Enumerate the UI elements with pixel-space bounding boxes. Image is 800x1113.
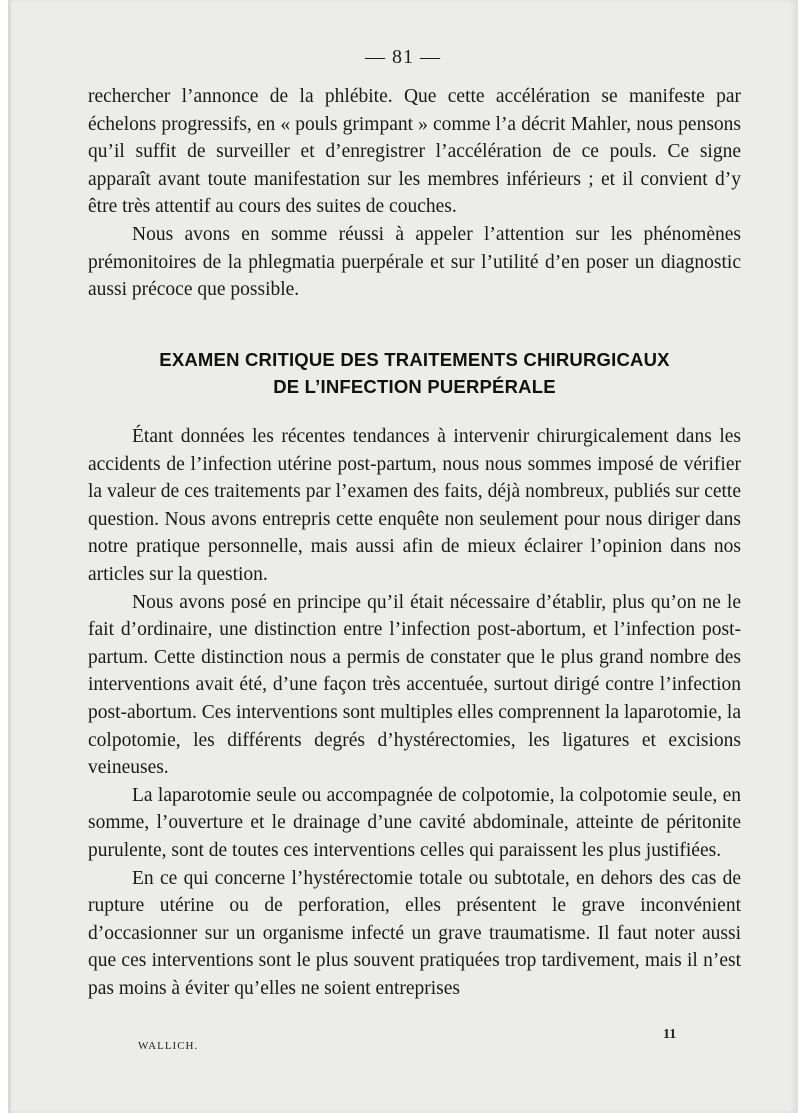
body-text-top [88,83,741,304]
footer-sheet-number: 11 [663,1027,677,1042]
paragraph: La laparotomie seule ou accompagnée de colpotomie, la colpotomie seule, en somme, l’ouverture et le drainage d’une cavité abdominale, atteinte de péritonite purulente, sont de toutes ces interventions celles qui paraissent les plus justifiées. [88,784,741,861]
body-text-bottom [88,423,741,1002]
paragraph: En ce qui concerne l’hystérectomie totale ou subtotale, en dehors des cas de rupture utérine ou de perforation, elles présentent le grave inconvénient d’occasionner sur un organisme infecté un grave traumatisme. Il faut noter aussi que ces interventions sont le plus souvent pratiquées trop tardivement, mais il n’est pas moins à éviter qu’elles ne soient entreprises [88,867,741,999]
section-heading [88,346,741,400]
section-heading-line-2: DE L’INFECTION PUERPÉRALE [273,376,556,397]
page-number: — 81 — [365,46,441,68]
section-heading-line-1: EXAMEN CRITIQUE DES TRAITEMENTS CHIRURGICAUX [159,349,670,370]
document-page [8,0,798,1113]
paragraph: Nous avons posé en principe qu’il était nécessaire d’établir, plus qu’on ne le fait d’ordinaire, une distinction entre l’infection post-abortum, et l’infection post-partum. Cette distinction nous a permis de constater que le plus grand nombre des interventions avait été, d’une façon très accentuée, surtout dirigé contre l’infection post-abortum. Ces interventions sont multiples elles comprennent la laparotomie, la colpotomie, les différents degrés d’hystérectomies, les ligatures et excisions veineuses. [88,591,741,779]
footer-signature: WALLICH. [138,1040,199,1052]
paragraph: rechercher l’annonce de la phlébite. Que cette accélération se manifeste par échelons progressifs, en « pouls grimpant » comme l’a décrit Mahler, nous pensons qu’il suffit de surveiller et d’enregistrer l’accélération de ce pouls. Ce signe apparaît avant toute manifestation sur les membres inférieurs ; et il convient d’y être très attentif au cours des suites de couches. [88,86,741,218]
paragraph: Nous avons en somme réussi à appeler l’attention sur les phénomènes prémonitoires de la phlegmatia puerpérale et sur l’utilité d’en poser un diagnostic aussi précoce que possible. [88,223,741,301]
paragraph: Étant données les récentes tendances à intervenir chirurgicalement dans les accidents de l’infection utérine post-partum, nous nous sommes imposé de vérifier la valeur de ces traitements par l’examen des faits, déjà nombreux, publiés sur cette question. Nous avons entrepris cette enquête non seulement pour nous diriger dans notre pratique personnelle, mais aussi afin de mieux éclairer l’opinion dans nos articles sur la question. [88,426,741,585]
